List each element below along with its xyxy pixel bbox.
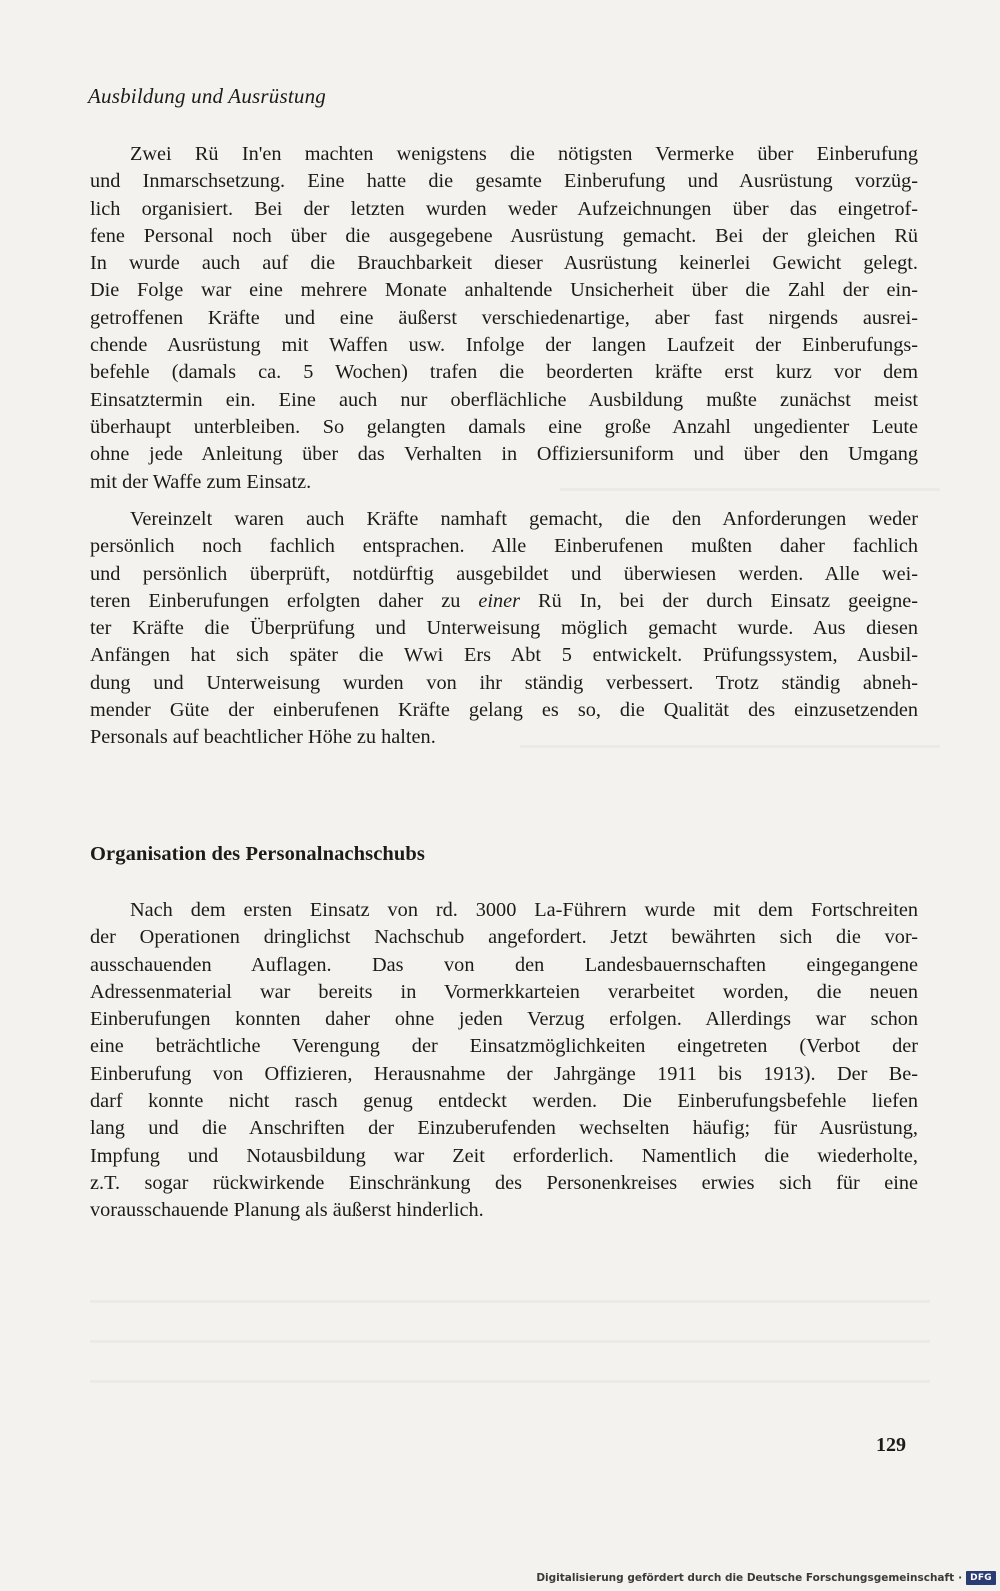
text-line: und persönlich überprüft, notdürftig ausgebildet und überwiesen werden. Alle wei- — [90, 562, 918, 585]
text-line: lich organisiert. Bei der letzten wurden weder Aufzeichnungen über das eingetrof- — [90, 197, 918, 220]
section-heading: Organisation des Personalnachschubs — [90, 843, 425, 865]
bleed-through-mark — [90, 1340, 930, 1343]
text-line: persönlich noch fachlich entsprachen. Alle Einberufenen mußten daher fachlich — [90, 535, 918, 558]
text-line: vorausschauende Planung als äußerst hinderlich. — [90, 1199, 484, 1222]
text-line: der Operationen dringlichst Nachschub angefordert. Jetzt bewährten sich die vor- — [90, 926, 918, 949]
text-line: Impfung und Notausbildung war Zeit erforderlich. Namentlich die wiederholte, — [90, 1144, 918, 1167]
text-line: mender Güte der einberufenen Kräfte gelang es so, die Qualität des einzusetzenden — [90, 699, 918, 722]
paragraph-1 — [90, 141, 918, 496]
text-line: In wurde auch auf die Brauchbarkeit dieser Ausrüstung keinerlei Gewicht gelegt. — [90, 252, 918, 275]
text-run: teren Einberufungen erfolgten daher zu — [90, 589, 479, 612]
text-line: dung und Unterweisung wurden von ihr ständig verbessert. Trotz ständig abneh- — [90, 671, 918, 694]
text-line: mit der Waffe zum Einsatz. — [90, 470, 312, 493]
text-line: ausschauenden Auflagen. Das von den Landesbauernschaften eingegangene — [90, 953, 918, 976]
text-line: Einberufung von Offizieren, Herausnahme der Jahrgänge 1911 bis 1913). Der Be- — [90, 1062, 918, 1085]
text-line: lang und die Anschriften der Einzuberufenden wechselten häufig; für Ausrüstung, — [90, 1117, 918, 1140]
footer-credit: Digitalisierung gefördert durch die Deutsche Forschungsgemeinschaft — [536, 1572, 955, 1584]
running-head: Ausbildung und Ausrüstung — [88, 84, 326, 108]
text-line: chende Ausrüstung mit Waffen usw. Infolge der langen Laufzeit der Einberufungs- — [90, 334, 918, 357]
text-line: und Inmarschsetzung. Eine hatte die gesamte Einberufung und Ausrüstung vorzüg- — [90, 170, 918, 193]
text-line: eine beträchtliche Verengung der Einsatzmöglichkeiten eingetreten (Verbot der — [90, 1035, 918, 1058]
paragraph-3 — [90, 897, 918, 1225]
text-line: z.T. sogar rückwirkende Einschränkung des Personenkreises erwies sich für eine — [90, 1171, 918, 1194]
text-line: Personals auf beachtlicher Höhe zu halten. — [90, 726, 436, 749]
bleed-through-mark — [90, 1380, 930, 1383]
text-line: Nach dem ersten Einsatz von rd. 3000 La-Führern wurde mit dem Fortschreiten — [130, 899, 918, 921]
text-line: Anfängen hat sich später die Wwi Ers Abt 5 entwickelt. Prüfungssystem, Ausbil- — [90, 644, 918, 667]
text-line: Einberufungen konnten daher ohne jeden Verzug erfolgen. Allerdings war schon — [90, 1008, 918, 1031]
digitization-footer — [536, 1569, 996, 1587]
text-line: Einsatztermin ein. Eine auch nur oberflächliche Ausbildung mußte zunächst meist — [90, 388, 918, 411]
text-run: Rü In, bei der durch Einsatz geeigne- — [520, 589, 918, 612]
page-number: 129 — [876, 1434, 906, 1456]
text-line: Vereinzelt waren auch Kräfte namhaft gemacht, die den Anforderungen weder — [130, 508, 918, 530]
text-line: getroffenen Kräfte und eine äußerst verschiedenartige, aber fast nirgends ausrei- — [90, 306, 918, 329]
text-line: Zwei Rü In'en machten wenigstens die nötigsten Vermerke über Einberufung — [130, 143, 918, 165]
text-line: Die Folge war eine mehrere Monate anhaltende Unsicherheit über die Zahl der ein- — [90, 279, 918, 302]
text-line: Adressenmaterial war bereits in Vormerkkarteien verarbeitet worden, die neuen — [90, 980, 918, 1003]
text-line: überhaupt unterbleiben. So gelangten damals eine große Anzahl ungedienter Leute — [90, 415, 918, 438]
emphasized-word: einer — [478, 589, 521, 612]
text-line: befehle (damals ca. 5 Wochen) trafen die beorderten kräfte erst kurz vor dem — [90, 361, 918, 384]
dfg-logo-icon: DFG — [966, 1571, 996, 1585]
footer-separator: · — [958, 1572, 963, 1584]
text-line: fene Personal noch über die ausgegebene Ausrüstung gemacht. Bei der gleichen Rü — [90, 224, 918, 247]
text-line: ohne jede Anleitung über das Verhalten in Offiziersuniform und über den Umgang — [90, 443, 918, 466]
text-line-with-emphasis — [90, 588, 918, 615]
bleed-through-mark — [90, 1300, 930, 1303]
paragraph-2 — [90, 506, 918, 752]
text-line: ter Kräfte die Überprüfung und Unterweisung möglich gemacht wurde. Aus diesen — [90, 617, 918, 640]
text-line: darf konnte nicht rasch genug entdeckt werden. Die Einberufungsbefehle liefen — [90, 1090, 918, 1113]
